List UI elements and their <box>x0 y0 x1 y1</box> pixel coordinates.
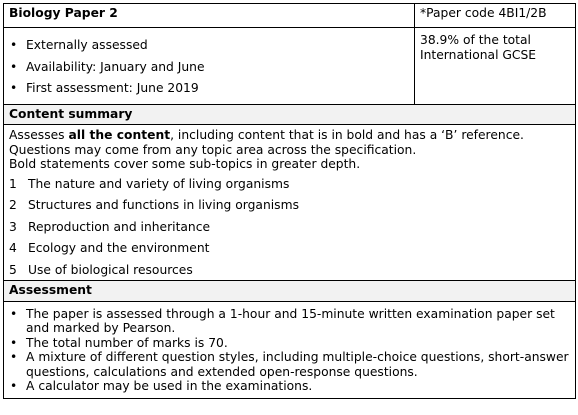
header-row <box>4 4 576 28</box>
list-item: • Externally assessed <box>10 38 148 52</box>
assessment-title-row <box>4 281 576 302</box>
overview-row <box>4 28 576 105</box>
topic-number: 5 <box>9 262 17 277</box>
list-item <box>9 241 570 256</box>
list-item <box>9 198 570 213</box>
content-line-3: Bold statements cover some sub-topics in greater depth. <box>9 157 361 171</box>
topic-number: 2 <box>9 198 17 212</box>
list-item <box>9 263 570 278</box>
list-item: • The total number of marks is 70. <box>10 335 228 350</box>
assessment-list <box>9 307 570 394</box>
topic-text: Ecology and the environment <box>28 241 210 255</box>
bullet-icon: • <box>10 59 18 74</box>
assessment-cell <box>4 301 576 398</box>
paper-title: Biology Paper 2 <box>9 6 118 20</box>
list-item: • First assessment: June 2019 <box>10 81 199 95</box>
list-item: • Availability: January and June <box>10 59 205 74</box>
bullet-icon: • <box>10 379 18 393</box>
bullet-icon: • <box>10 38 18 52</box>
content-intro: Assesses all the content, including content that is in bold and has a ‘B’ reference. <box>9 128 524 142</box>
assessment-row <box>4 301 576 398</box>
assessment-title: Assessment <box>4 281 576 302</box>
bullet-icon: • <box>10 335 18 350</box>
list-item: • The paper is assessed through a 1-hour and 15-minute written examination paper set and marked by Pearson. <box>10 306 555 335</box>
topic-text: The nature and variety of living organisms <box>28 176 290 191</box>
bullet-icon: • <box>10 306 18 321</box>
paper-title-cell <box>4 4 415 28</box>
overview-cell <box>4 28 415 105</box>
topic-text: Reproduction and inheritance <box>28 219 211 234</box>
list-item: • A calculator may be used in the examinations. <box>10 379 313 393</box>
weighting-text: 38.9% of the total International GCSE <box>420 33 537 62</box>
topic-text: Use of biological resources <box>28 262 193 277</box>
paper-code: *Paper code 4BI1/2B <box>420 6 547 20</box>
topic-text: Structures and functions in living organisms <box>28 198 299 212</box>
topic-number: 3 <box>9 219 17 234</box>
paper-summary-table <box>3 3 576 399</box>
content-line-2: Questions may come from any topic area across the specification. <box>9 142 417 157</box>
content-summary-title-row <box>4 104 576 125</box>
content-summary-title: Content summary <box>4 104 576 125</box>
weighting-cell <box>415 28 576 105</box>
bullet-icon: • <box>10 350 18 364</box>
content-summary-row <box>4 125 576 281</box>
topic-number: 1 <box>9 176 17 191</box>
content-summary-cell <box>4 125 576 281</box>
list-item <box>9 220 570 235</box>
topic-list <box>9 177 570 278</box>
paper-code-cell <box>415 4 576 28</box>
bullet-icon: • <box>10 81 18 95</box>
list-item <box>9 177 570 192</box>
overview-list <box>9 33 409 100</box>
list-item: • A mixture of different question styles, including multiple-choice questions, short-answer questions, calculations and extended open-response questions. <box>10 350 569 379</box>
topic-number: 4 <box>9 241 17 255</box>
